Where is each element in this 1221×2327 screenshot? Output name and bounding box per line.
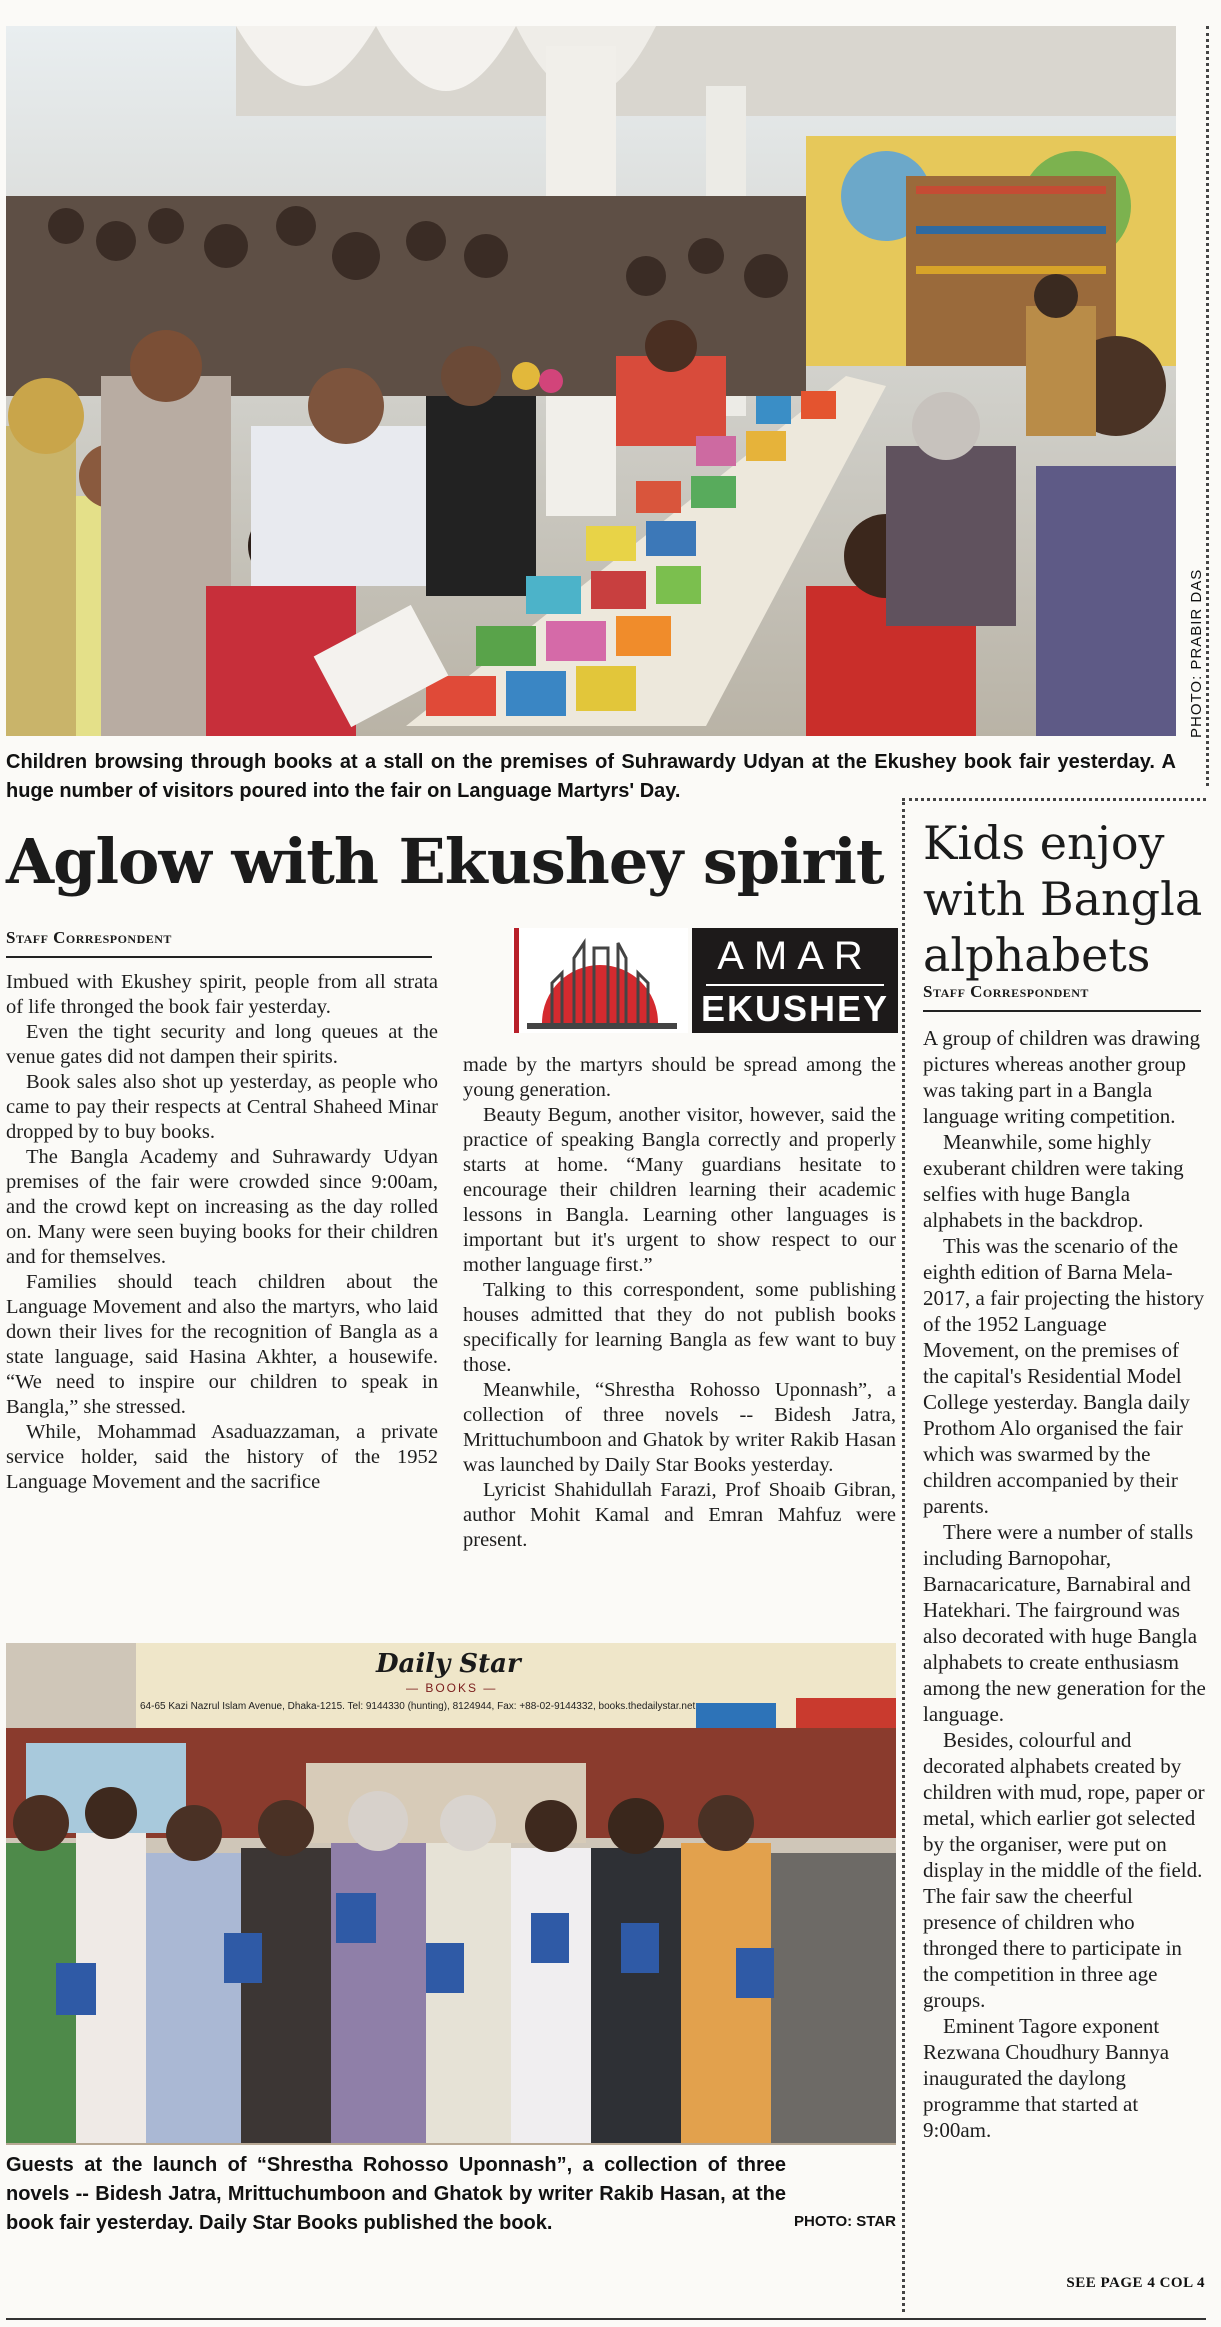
main-headline: Aglow with Ekushey spirit — [6, 825, 884, 898]
side-story-column — [923, 1025, 1206, 2143]
continuation-note[interactable]: SEE PAGE 4 COL 4 — [1066, 2275, 1205, 2291]
main-byline-rule — [6, 956, 432, 958]
side-column-top-rule — [902, 798, 1206, 801]
side-byline-block — [923, 982, 1201, 1012]
top-photo-caption: Children browsing through books at a stall on the premises of Suhrawardy Udyan at the Ekushey book fair yesterday. A huge number of visitors poured into the fair on Language Martyrs' Day. — [6, 751, 1176, 802]
side-paragraph: A group of children was drawing pictures whereas another group was taking part in a Bangla language writing competition. — [923, 1026, 1201, 1128]
main-story-column-2 — [463, 1053, 896, 1553]
amar-ekushey-wordmark — [692, 928, 898, 1033]
daily-star-banner-sub: — BOOKS — — [406, 1681, 498, 1695]
logo-rule — [706, 984, 884, 986]
side-byline: Staff Correspondent — [923, 982, 1089, 1001]
page-bottom-rule — [6, 2318, 1206, 2320]
side-paragraph: Meanwhile, some highly exuberant children were taking selfies with huge Bangla alphabets in the backdrop. — [923, 1130, 1184, 1232]
logo-line-amar: AMAR — [717, 934, 873, 978]
side-headline: Kids enjoy with Bangla alphabets — [923, 816, 1203, 982]
book-launch-illustration — [6, 1643, 896, 2145]
main-byline: Staff Correspondent — [6, 928, 172, 947]
bottom-photo — [6, 1643, 896, 2145]
main-paragraph: Beauty Begum, another visitor, however, said the practice of speaking Bangla correctly and properly starts at home. “Many guardians hesitate to encourage their children learning their academic lessons in Bangla. Learning other languages is important but it's urgent to show respect to our mother language first.” — [463, 1104, 896, 1276]
logo-line-ekushey: EKUSHEY — [700, 988, 890, 1029]
top-photo-dotted-border — [1206, 26, 1209, 786]
side-paragraph: Besides, colourful and decorated alphabets created by children with mud, rope, paper or metal, which earlier got selected by the organiser, were put on display in the middle of the field. The fair saw the cheerful presence of children who thronged there to participate in the competition in three age groups. — [923, 1728, 1205, 2012]
daily-star-banner-title: Daily Star — [376, 1649, 521, 1679]
main-story-column-1 — [6, 970, 438, 1495]
shaheed-minar-emblem — [512, 928, 688, 1033]
side-column-divider — [902, 802, 905, 2312]
main-paragraph: The Bangla Academy and Suhrawardy Udyan premises of the fair were crowded since 9:00am, and the crowd kept on increasing as the day rolled on. Many were seen buying books for their children and for themselves. — [6, 1146, 438, 1268]
main-paragraph: Meanwhile, “Shrestha Rohosso Uponnash”, a collection of three novels -- Bidesh Jatra, Mrittuchumboon and Ghatok by writer Rakib Hasan was launched by Daily Star Books yesterday. — [463, 1379, 896, 1476]
top-photo-credit: PHOTO: PRABIR DAS — [1188, 568, 1205, 738]
side-paragraph: Eminent Tagore exponent Rezwana Choudhury Bannya inaugurated the daylong programme that started at 9:00am. — [923, 2014, 1170, 2142]
side-paragraph: This was the scenario of the eighth edition of Barna Mela-2017, a fair projecting the history of the 1952 Language Movement, on the premises of the capital's Residential Model College yesterday. Bangla daily Prothom Alo organised the fair which was swarmed by the children accompanied by their parents. — [923, 1234, 1205, 1518]
amar-ekushey-logo — [512, 928, 898, 1033]
main-byline-block — [6, 928, 432, 958]
main-paragraph: Lyricist Shahidullah Farazi, Prof Shoaib Gibran, author Mohit Kamal and Emran Mahfuz were present. — [463, 1479, 896, 1551]
main-paragraph: While, Mohammad Asaduazzaman, a private service holder, said the history of the 1952 Language Movement and the sacrifice — [6, 1421, 438, 1493]
top-photo — [6, 26, 1176, 736]
main-paragraph: Imbued with Ekushey spirit, people from all strata of life thronged the book fair yesterday. — [6, 971, 438, 1018]
bottom-photo-caption: Guests at the launch of “Shrestha Rohosso Uponnash”, a collection of three novels -- Bidesh Jatra, Mrittuchumboon and Ghatok by writer Rakib Hasan, at the book fair yesterday. Daily Star Books published the book. — [6, 2154, 786, 2234]
shaheed-minar-icon — [512, 928, 688, 1033]
book-fair-crowd-illustration — [6, 26, 1176, 736]
main-paragraph: made by the martyrs should be spread among the young generation. — [463, 1054, 896, 1101]
main-paragraph: Even the tight security and long queues at the venue gates did not dampen their spirits. — [6, 1021, 438, 1068]
main-paragraph: Talking to this correspondent, some publishing houses admitted that they do not publish books specifically for learning Bangla as few want to buy those. — [463, 1279, 896, 1376]
daily-star-banner-address: 64-65 Kazi Nazrul Islam Avenue, Dhaka-1215. Tel: 9144330 (hunting), 8124944, Fax: +88-02-9144332, books.thedailystar.net — [140, 1701, 696, 1712]
bottom-photo-credit: PHOTO: STAR — [794, 2213, 896, 2230]
main-paragraph: Book sales also shot up yesterday, as people who came to pay their respects at Central Shaheed Minar dropped by to buy books. — [6, 1071, 438, 1143]
side-paragraph: There were a number of stalls including Barnopohar, Barnacaricature, Barnabiral and Hatekhari. The fairground was also decorated with huge Bangla alphabets to create enthusiasm among the new generation for the language. — [923, 1520, 1206, 1726]
side-byline-rule — [923, 1010, 1201, 1012]
main-paragraph: Families should teach children about the Language Movement and also the martyrs, who laid down their lives for the recognition of Bangla as a state language, said Hasina Akhter, a housewife. “We need to inspire our children to speak in Bangla,” she stressed. — [6, 1271, 438, 1418]
